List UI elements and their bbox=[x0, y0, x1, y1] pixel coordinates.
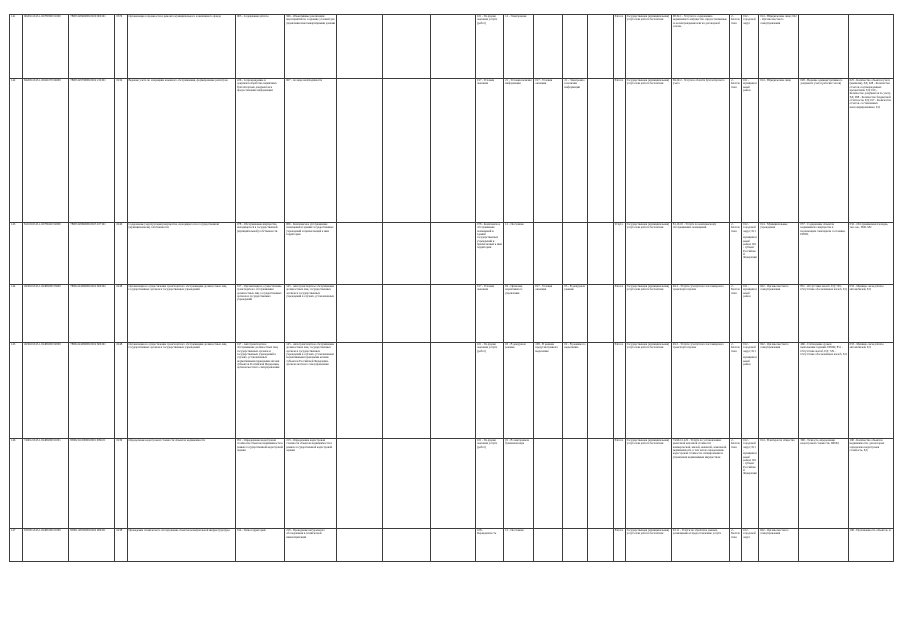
work-content: 566 - Объективные реализации мероприятий по созданию условий для управления многоквартирными домами bbox=[285, 15, 337, 79]
form-type: 12 - Электронная bbox=[504, 15, 534, 79]
territory-level: 011 - муниципальный район bbox=[742, 79, 759, 223]
form-kind: 101 - По форме оказания услуги (работ) bbox=[476, 15, 504, 79]
empty-cell bbox=[337, 223, 382, 285]
empty-cell bbox=[382, 285, 430, 343]
payment-type: 2 - Бесплатная bbox=[730, 529, 742, 562]
table-row bbox=[10, 529, 894, 562]
territory-level: 012 - городской округ; 011 - муниципальный район bbox=[742, 343, 759, 439]
service-kind: Государственная (муниципальная) услуга или работа бесплатная bbox=[625, 15, 671, 79]
okpd-code: 74.90.12.122 - Услуги по установлению рыночной или иной стоимости коммерческой, жилой, нежилой, земельной, недвижимости, в том числе определению кадастровой стоимости, планирования и управления недвижимым имуществом bbox=[671, 439, 729, 529]
quality-indicators bbox=[799, 529, 848, 562]
payment-type: 2 - Бесплатная bbox=[730, 223, 742, 285]
form-attr-b bbox=[563, 223, 587, 285]
services-register-table bbox=[9, 14, 894, 562]
consumer-category: 014 - Юридические лица; 022 - Органы местного самоуправления bbox=[759, 15, 799, 79]
table-row bbox=[10, 223, 894, 285]
registry-code: 493910.Р.45.1.02480200 03000 bbox=[23, 285, 69, 343]
payment-type: 2 - Бесплатная bbox=[730, 285, 742, 343]
row-number: 147 bbox=[10, 529, 23, 562]
register-number: 780041240900010022 609101 bbox=[69, 343, 115, 439]
register-number: 780041240900010022 609102 bbox=[69, 285, 115, 343]
work-type: Работа bbox=[613, 439, 625, 529]
consumer-category: 022 - Органы местного самоуправления bbox=[759, 529, 799, 562]
empty-cell bbox=[382, 223, 430, 285]
form-attr-a bbox=[534, 439, 563, 529]
work-code: 014 - Типы территорий bbox=[235, 529, 284, 562]
work-code: 051 - Определение кадастровой стоимости объектов недвижимости в рамках государственной кадастровой оценки bbox=[235, 439, 284, 529]
form-type: 21 - Условия наличия информации bbox=[504, 79, 534, 223]
empty-cell bbox=[430, 343, 475, 439]
empty-cell bbox=[337, 285, 382, 343]
empty-cell bbox=[382, 79, 430, 223]
consumer-category: 014 - Муниципальные учреждения bbox=[759, 223, 799, 285]
service-kind: Государственная (муниципальная) услуга или работа бесплатная bbox=[625, 285, 671, 343]
service-name: Ведение учета по операциям казенного обслуживания, формирование регистров bbox=[127, 79, 235, 223]
service-kind: Государственная (муниципальная) услуга или работа бесплатная bbox=[625, 343, 671, 439]
work-code: 005 - Содержание работы bbox=[235, 15, 284, 79]
quality-indicators: 851 - Отсутствие жалоб, ЕД; 729 - Отсутствие обоснованных жалоб, ЕД bbox=[799, 285, 848, 343]
quality-indicators: 466 - Соблюдение сроков выполнения заданий, ПРОЦ; 851 - Отсутствие жалоб, ЕД; 729 - Отсутствие обоснованных жалоб, ЕД bbox=[799, 343, 848, 439]
form-type: 12 - Постоянно bbox=[504, 223, 534, 285]
empty-cell bbox=[430, 285, 475, 343]
registry-code: 493910.Р.45.1.02480200 02000 bbox=[23, 343, 69, 439]
payment-type: 2 - Бесплатная bbox=[730, 439, 742, 529]
form-attr-b: 21 - Электронно в наличии информации bbox=[563, 79, 587, 223]
form-type: 03 - В дежурном режиме bbox=[504, 343, 534, 439]
row-number: 145 bbox=[10, 343, 23, 439]
form-kind: 101 - По форме оказания услуги (работ) bbox=[476, 439, 504, 529]
payment-type: 2 - Бесплатная bbox=[730, 343, 742, 439]
payment-type: 2 - Бесплатная bbox=[730, 79, 742, 223]
registry-code: 811010.Р.45.1.02780420 02000 bbox=[23, 223, 69, 285]
empty-cell bbox=[587, 223, 613, 285]
form-kind: 078 - Комплексное обслуживание помещений и зданий государственных учреждений и прилегающей к ним территории bbox=[476, 223, 504, 285]
service-name: Организация и осуществление транспортного обслуживания должностных лиц, государственных органов и государственных учреждений bbox=[127, 285, 235, 343]
okved-code: 0248 bbox=[115, 343, 127, 439]
work-content: 216 - Проведение натурального обследования и технической инвентаризации bbox=[285, 529, 337, 562]
form-attr-b bbox=[563, 439, 587, 529]
form-attr-b: 05 - В дежурном режиме bbox=[563, 285, 587, 343]
form-attr-a bbox=[534, 15, 563, 79]
consumer-category: 022 - Органы местного самоуправления bbox=[759, 343, 799, 439]
service-name: Определение кадастровой стоимости объектов недвижимости bbox=[127, 439, 235, 529]
table-row bbox=[10, 285, 894, 343]
okpd-code: 81.10.10 - Услуги по комплексному обслуживанию помещений bbox=[671, 223, 729, 285]
service-kind: Государственная (муниципальная) услуга или работа бесплатная bbox=[625, 439, 671, 529]
table-row bbox=[10, 343, 894, 439]
empty-cell bbox=[587, 343, 613, 439]
register-number: 780031286600010023 107101 bbox=[69, 223, 115, 285]
quality-indicators bbox=[799, 15, 848, 79]
territory-level: 012 - городской округ bbox=[742, 15, 759, 79]
work-code: 226 - Сопровождение и документообработка первичных бухгалтерских документов и предоставление информации bbox=[235, 79, 284, 223]
empty-cell bbox=[587, 79, 613, 223]
empty-cell bbox=[430, 439, 475, 529]
empty-cell bbox=[382, 343, 430, 439]
empty-cell bbox=[337, 343, 382, 439]
empty-cell bbox=[430, 79, 475, 223]
form-type: 01 - В электронном бумажном виде bbox=[504, 439, 534, 529]
service-kind: Государственная (муниципальная) услуга или работа бесплатная bbox=[625, 79, 671, 223]
form-kind: 017 - Условия оказания bbox=[476, 79, 504, 223]
work-content: 145 - Автотранспортное обслуживание должностных лиц, государственных органов и государственных учреждений в случаях, установленных bbox=[285, 285, 337, 343]
work-type: Работа bbox=[613, 529, 625, 562]
okpd-code: 49.3 - Услуги сухопутного пассажирского транспорта прочие bbox=[671, 343, 729, 439]
form-attr-a: 017 - Условия оказания bbox=[534, 285, 563, 343]
row-number: 143 bbox=[10, 223, 23, 285]
table-row bbox=[10, 79, 894, 223]
okved-code: 0248 bbox=[115, 285, 127, 343]
empty-cell bbox=[382, 15, 430, 79]
registry-code: 692001.Р.45.1.02940170 04000 bbox=[23, 79, 69, 223]
form-attr-a: 108 - В режиме предусмотренного выделения bbox=[534, 343, 563, 439]
volume-indicators bbox=[848, 15, 893, 79]
okpd-code: 63.11 - Услуги по обработке данных, размещению и предоставлению услуги bbox=[671, 529, 729, 562]
okved-code: 0239 bbox=[115, 439, 127, 529]
form-type: 12 - Постоянно bbox=[504, 529, 534, 562]
okpd-code: 49.3 - Услуги сухопутного пассажирского транспорта прочие bbox=[671, 285, 729, 343]
service-name: Проведение технического обследования объектов коммунальной инфраструктуры bbox=[127, 529, 235, 562]
row-number: 141 bbox=[10, 15, 23, 79]
volume-indicators: 190 - Протяженность объектов, м bbox=[848, 529, 893, 562]
work-type: Работа bbox=[613, 15, 625, 79]
registry-code: 749012.Р.45.1.02480200 01001 bbox=[23, 439, 69, 529]
row-number: 144 bbox=[10, 285, 23, 343]
empty-cell bbox=[430, 223, 475, 285]
form-attr-a bbox=[534, 223, 563, 285]
form-kind: 101 - По форме оказания услуги (работ) bbox=[476, 343, 504, 439]
service-name: Организация и осуществление транспортного обслуживания должностных лиц, государственных органов и государственных учреждений bbox=[127, 343, 235, 439]
form-type: 02 - Правовая, нормативного управления bbox=[504, 285, 534, 343]
volume-indicators: 033 - Машино-часы работы автомобилей, ЕД bbox=[848, 343, 893, 439]
row-number: 146 bbox=[10, 439, 23, 529]
territory-level: 011 - муниципальный район bbox=[742, 285, 759, 343]
form-attr-a: 017 - Условия оказания bbox=[534, 79, 563, 223]
table-row bbox=[10, 439, 894, 529]
work-type: Услуга bbox=[613, 223, 625, 285]
empty-cell bbox=[337, 529, 382, 562]
registry-code: 630301.Р.45.1.02480100 01000 bbox=[23, 529, 69, 562]
service-name: Организация сохранности и ремонта муниципального и жилищного фонда bbox=[127, 15, 235, 79]
okved-code: 0238 bbox=[115, 529, 127, 562]
empty-cell bbox=[430, 15, 475, 79]
empty-cell bbox=[382, 529, 430, 562]
work-content: 007 - по мере необходимости bbox=[285, 79, 337, 223]
register-number: 780031284600010020 000101 bbox=[69, 15, 115, 79]
form-kind: 108 - Периодичность bbox=[476, 529, 504, 562]
form-attr-b bbox=[563, 529, 587, 562]
empty-cell bbox=[587, 529, 613, 562]
service-kind: Государственная (муниципальная) услуга или работа бесплатная bbox=[625, 223, 671, 285]
empty-cell bbox=[587, 15, 613, 79]
empty-cell bbox=[337, 79, 382, 223]
registry-code: 002021.Р.45.1.02780300 01000 bbox=[23, 15, 69, 79]
empty-cell bbox=[337, 439, 382, 529]
register-sheet bbox=[9, 14, 894, 562]
work-type: Работа bbox=[613, 285, 625, 343]
table-row bbox=[10, 15, 894, 79]
empty-cell bbox=[587, 439, 613, 529]
work-content: 213 - Определение кадастровой стоимости объектов недвижимости в рамках государственной кадастровой оценки bbox=[285, 439, 337, 529]
consumer-category: 022 - Органы местного самоуправления bbox=[759, 285, 799, 343]
quality-indicators: 390 - Точность определения кадастровой стоимости, ПРОЦ bbox=[799, 439, 848, 529]
volume-indicators: 033 - Машино-часы работы автомобилей, ЕД bbox=[848, 285, 893, 343]
volume-indicators: 032 - Обслуживаемая площадь, тыс. кв., ТЫС М2 bbox=[848, 223, 893, 285]
okpd-code: 69.20.2 - Услуги в области бухгалтерского учета bbox=[671, 79, 729, 223]
form-attr-a bbox=[534, 529, 563, 562]
service-name: Содержание (эксплуатация) имущества, находящегося в государственной (муниципальной) собственности bbox=[127, 223, 235, 285]
work-code: 017 - Автотранспортное обслуживание должностных лиц, государственных органов и государственных учреждений в случаях, установленных нормативными правовыми актами субъектов Российской Федерации, органов местного самоуправления bbox=[235, 343, 284, 439]
row-number: 142 bbox=[10, 79, 23, 223]
territory-level: 012 - городской округ; 011 - муниципальный район; 021 - субъект Российской Федерации bbox=[742, 439, 759, 529]
okved-code: 0234 bbox=[115, 79, 127, 223]
territory-level: 012 - городской округ bbox=[742, 529, 759, 562]
empty-cell bbox=[337, 15, 382, 79]
consumer-category: 014 - В интересах общества bbox=[759, 439, 799, 529]
register-number: 780031297900010022 210101 bbox=[69, 79, 115, 223]
register-number: 830021110000010001 009101 bbox=[69, 439, 115, 529]
work-content: 145 - Автотранспортное обслуживание должностных лиц, государственных органов и государственных учреждений в случаях, установленных нормативными правовыми актами субъектов Российской Федерации, органов местного самоуправления bbox=[285, 343, 337, 439]
work-type: Работа bbox=[613, 79, 625, 223]
okved-code: 0376 bbox=[115, 15, 127, 79]
quality-indicators: 057 - Содержание объектов недвижимого имущества в надлежащем санитарном состоянии, ПРОЦ bbox=[799, 223, 848, 285]
payment-type: 2 - Бесплатная bbox=[730, 15, 742, 79]
okved-code: 0240 bbox=[115, 223, 127, 285]
work-type: Работа bbox=[613, 343, 625, 439]
form-kind: 017 - Условия оказания bbox=[476, 285, 504, 343]
empty-cell bbox=[382, 439, 430, 529]
empty-cell bbox=[587, 285, 613, 343]
territory-level: 012 - городской округ; 011 - муниципальный район; 021 - субъект Российской Федерации bbox=[742, 223, 759, 285]
form-attr-b: 02 - В режиме по выделению bbox=[563, 343, 587, 439]
register-number: 830011281600010022 000101 bbox=[69, 529, 115, 562]
service-kind: Государственная (муниципальная) услуга или работа бесплатная bbox=[625, 529, 671, 562]
form-attr-b bbox=[563, 15, 587, 79]
work-code: 078 - Обслуживание имущества, находящегося в государственной (муниципальной) собственности bbox=[235, 223, 284, 285]
consumer-category: 014 - Юридические лица bbox=[759, 79, 799, 223]
volume-indicators: 190 - Количество объектов недвижимости, для которых определена кадастровая стоимость, ЕД bbox=[848, 439, 893, 529]
work-content: 006 - Комплексное обслуживание помещений и зданий государственных учреждений и прилегающей к ним территории bbox=[285, 223, 337, 285]
work-code: 017 - Организация и осуществление транспортного обслуживания должностных лиц, государственных органов и государственных учреждений bbox=[235, 285, 284, 343]
empty-cell bbox=[430, 529, 475, 562]
quality-indicators: 028 - Ведение административного документа учета (рабочих часов) bbox=[799, 79, 848, 223]
volume-indicators: 025 - Количество объектов учета (выписки), ЕД; 028 - Количество отчетов, подтвержденных процентами, ЕД; 019 - Количество документов по учету, ЕД; 008 - Количество бюджетной отчетности, ЕД; 017 - Количество отчетов, составленных консолидированных, ЕД bbox=[848, 79, 893, 223]
okpd-code: 08.32.1 - Услуги по содержанию недвижимого имущества, предоставляемые за вознаграждение или на договорной основе bbox=[671, 15, 729, 79]
